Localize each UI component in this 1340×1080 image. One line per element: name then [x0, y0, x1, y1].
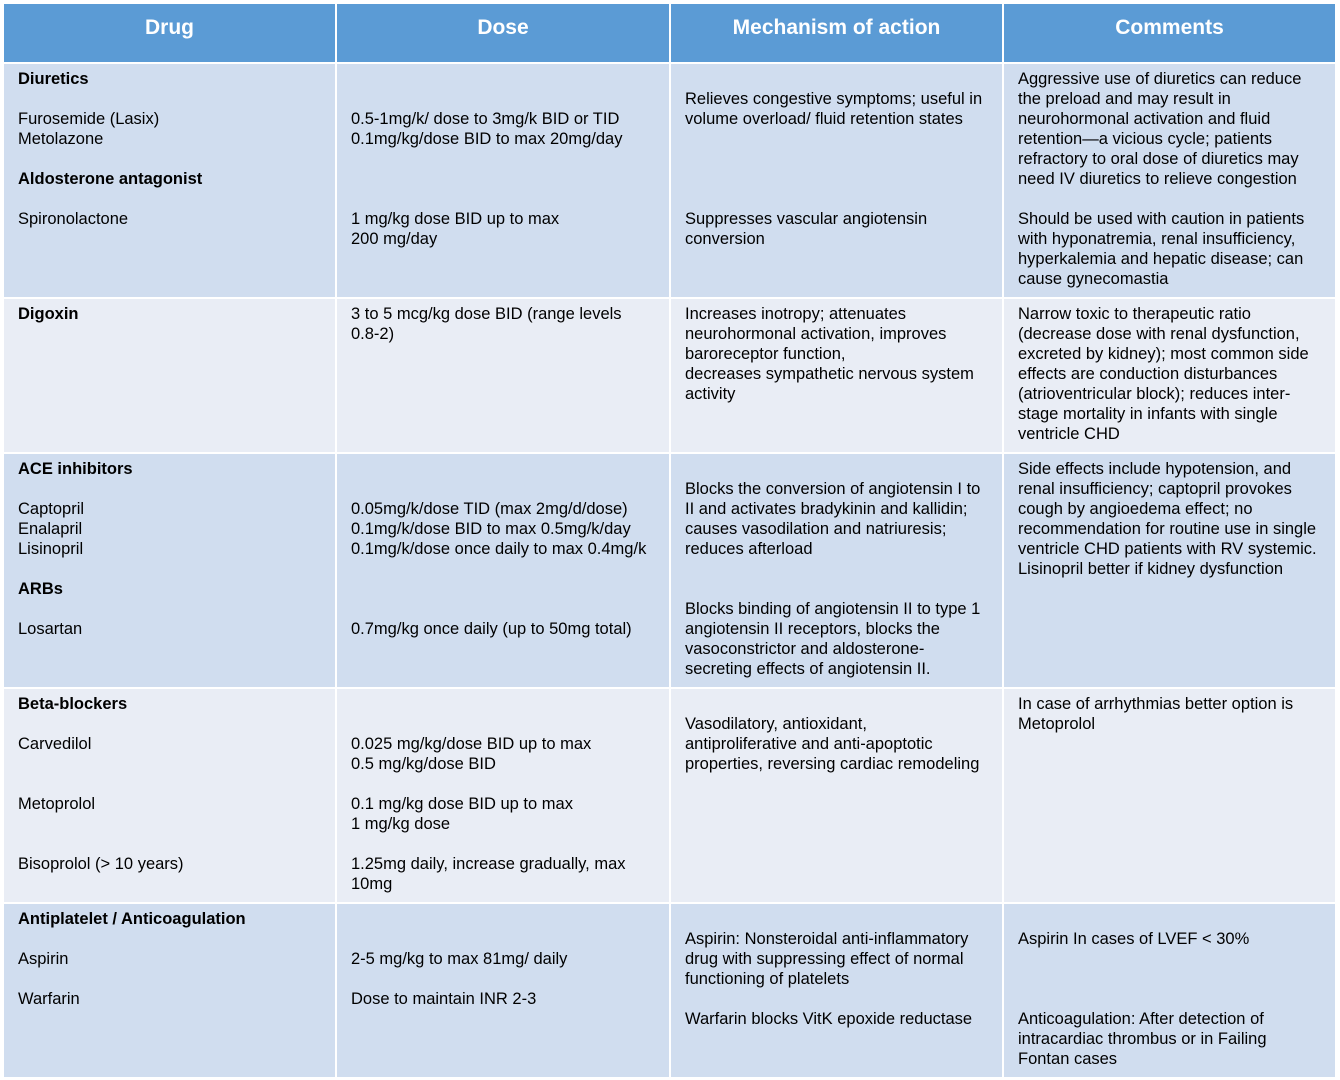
text-line	[18, 714, 323, 734]
text-line: Aspirin In cases of LVEF < 30%	[1018, 930, 1250, 948]
text-line	[351, 149, 657, 169]
text-line: Metoprolol	[1018, 715, 1096, 733]
text-line	[1018, 989, 1323, 1009]
text-line: Anticoagulation: After detection of	[1018, 1010, 1264, 1028]
text-line	[18, 929, 323, 949]
text-line	[685, 909, 990, 929]
cell-dose	[336, 903, 670, 1078]
dose-text	[337, 689, 669, 894]
text-line: Diuretics	[18, 70, 89, 88]
dose-text	[337, 454, 669, 639]
text-line: Lisinopril better if kidney dysfunction	[1018, 560, 1284, 578]
dose-text	[337, 299, 669, 344]
comments-text	[1004, 904, 1335, 1069]
text-line: Metoprolol	[18, 795, 96, 813]
text-line: neurohormonal activation and fluid	[1018, 110, 1271, 128]
text-line	[685, 459, 990, 479]
header-comments: Comments	[1003, 3, 1336, 63]
text-line: 0.05mg/k/dose TID (max 2mg/d/dose)	[351, 500, 628, 518]
cell-comments	[1003, 298, 1336, 453]
text-line: effects are conduction disturbances	[1018, 365, 1278, 383]
text-line	[685, 559, 990, 579]
text-line: Digoxin	[18, 305, 79, 323]
cell-mechanism	[670, 63, 1003, 298]
text-line: Bisoprolol (> 10 years)	[18, 855, 184, 873]
text-line	[18, 89, 323, 109]
table-row	[3, 453, 1336, 688]
text-line	[351, 929, 657, 949]
text-line: drug with suppressing effect of normal	[685, 950, 964, 968]
header-mechanism: Mechanism of action	[670, 3, 1003, 63]
text-line: Furosemide (Lasix)	[18, 110, 160, 128]
text-line	[685, 189, 990, 209]
text-line: 0.5-1mg/k/ dose to 3mg/k BID or TID	[351, 110, 620, 128]
text-line: Metolazone	[18, 130, 104, 148]
text-line: 0.8-2)	[351, 325, 395, 343]
cell-drug	[3, 903, 336, 1078]
text-line: stage mortality in infants with single	[1018, 405, 1278, 423]
text-line	[351, 169, 657, 189]
table-row	[3, 298, 1336, 453]
text-line: Suppresses vascular angiotensin	[685, 210, 928, 228]
text-line: Enalapril	[18, 520, 83, 538]
text-line: conversion	[685, 230, 765, 248]
text-line: renal insufficiency; captopril provokes	[1018, 480, 1292, 498]
text-line: II and activates bradykinin and kallidin;	[685, 500, 968, 518]
text-line	[1018, 189, 1323, 209]
text-line: ARBs	[18, 580, 63, 598]
text-line: 1.25mg daily, increase gradually, max	[351, 855, 626, 873]
text-line: 0.1mg/k/dose BID to max 0.5mg/k/day	[351, 520, 631, 538]
cell-comments	[1003, 903, 1336, 1078]
text-line: In case of arrhythmias better option is	[1018, 695, 1294, 713]
text-line: volume overload/ fluid retention states	[685, 110, 963, 128]
drug-text	[4, 64, 335, 229]
mechanism-text	[671, 904, 1002, 1029]
cell-mechanism	[670, 688, 1003, 903]
text-line	[351, 969, 657, 989]
text-line: neurohormonal activation, improves	[685, 325, 947, 343]
text-line: 10mg	[351, 875, 393, 893]
text-line: 0.1 mg/kg dose BID up to max	[351, 795, 573, 813]
text-line	[351, 559, 657, 579]
drug-table	[2, 2, 1337, 1079]
cell-dose	[336, 63, 670, 298]
cell-dose	[336, 688, 670, 903]
text-line: ventricle CHD	[1018, 425, 1120, 443]
cell-comments	[1003, 688, 1336, 903]
text-line: Narrow toxic to therapeutic ratio	[1018, 305, 1251, 323]
text-line: ventricle CHD patients with RV systemic.	[1018, 540, 1317, 558]
text-line	[351, 69, 657, 89]
text-line	[1018, 969, 1323, 989]
text-line: need IV diuretics to relieve congestion	[1018, 170, 1297, 188]
cell-mechanism	[670, 903, 1003, 1078]
header-drug: Drug	[3, 3, 336, 63]
cell-mechanism	[670, 453, 1003, 688]
text-line: Side effects include hypotension, and	[1018, 460, 1292, 478]
text-line: 0.1mg/k/dose once daily to max 0.4mg/k	[351, 540, 647, 558]
text-line: (decrease dose with renal dysfunction,	[1018, 325, 1300, 343]
mechanism-text	[671, 64, 1002, 249]
comments-text	[1004, 299, 1335, 444]
cell-drug	[3, 63, 336, 298]
text-line: decreases sympathetic nervous system	[685, 365, 974, 383]
text-line	[18, 814, 323, 834]
text-line: Spironolactone	[18, 210, 129, 228]
text-line	[351, 479, 657, 499]
text-line: Aldosterone antagonist	[18, 170, 203, 188]
text-line: Warfarin	[18, 990, 80, 1008]
text-line: vasoconstrictor and aldosterone-	[685, 640, 925, 658]
text-line	[18, 969, 323, 989]
table-body	[3, 63, 1336, 1078]
text-line: Should be used with caution in patients	[1018, 210, 1305, 228]
text-line: causes vasodilation and natriuresis;	[685, 520, 947, 538]
cell-drug	[3, 453, 336, 688]
text-line	[18, 479, 323, 499]
text-line: 0.5 mg/kg/dose BID	[351, 755, 496, 773]
text-line: 0.7mg/kg once daily (up to 50mg total)	[351, 620, 632, 638]
text-line	[351, 459, 657, 479]
text-line: ACE inhibitors	[18, 460, 133, 478]
text-line: Fontan cases	[1018, 1050, 1118, 1068]
cell-dose	[336, 298, 670, 453]
drug-text	[4, 299, 335, 324]
header-dose: Dose	[336, 3, 670, 63]
comments-text	[1004, 454, 1335, 579]
drug-text	[4, 689, 335, 874]
text-line	[351, 909, 657, 929]
text-line: hyperkalemia and hepatic disease; can	[1018, 250, 1304, 268]
text-line: Captopril	[18, 500, 85, 518]
header-row	[3, 3, 1336, 63]
text-line: Carvedilol	[18, 735, 92, 753]
text-line: cough by angioedema effect; no	[1018, 500, 1253, 518]
text-line	[351, 774, 657, 794]
text-line	[18, 774, 323, 794]
text-line	[351, 714, 657, 734]
text-line: retention—a vicious cycle; patients	[1018, 130, 1273, 148]
mechanism-text	[671, 299, 1002, 404]
cell-drug	[3, 298, 336, 453]
text-line: recommendation for routine use in single	[1018, 520, 1317, 538]
text-line: reduces afterload	[685, 540, 813, 558]
text-line: secreting effects of angiotensin II.	[685, 660, 931, 678]
text-line: cause gynecomastia	[1018, 270, 1169, 288]
drug-text	[4, 454, 335, 639]
dose-text	[337, 64, 669, 249]
text-line: 1 mg/kg dose BID up to max	[351, 210, 560, 228]
text-line: Lisinopril	[18, 540, 84, 558]
text-line: with hyponatremia, renal insufficiency,	[1018, 230, 1296, 248]
cell-comments	[1003, 453, 1336, 688]
text-line: 1 mg/kg dose	[351, 815, 451, 833]
text-line	[351, 579, 657, 599]
text-line: Aggressive use of diuretics can reduce	[1018, 70, 1302, 88]
text-line	[18, 754, 323, 774]
cell-comments	[1003, 63, 1336, 298]
text-line: functioning of platelets	[685, 970, 850, 988]
text-line	[18, 559, 323, 579]
text-line	[18, 599, 323, 619]
text-line: the preload and may result in	[1018, 90, 1231, 108]
table-row	[3, 63, 1336, 298]
text-line	[351, 694, 657, 714]
mechanism-text	[671, 689, 1002, 774]
text-line	[18, 189, 323, 209]
text-line	[351, 599, 657, 619]
mechanism-text	[671, 454, 1002, 679]
text-line	[351, 89, 657, 109]
drug-text	[4, 904, 335, 1009]
text-line	[351, 189, 657, 209]
text-line: Blocks binding of angiotensin II to type 1	[685, 600, 981, 618]
comments-text	[1004, 689, 1335, 734]
text-line	[18, 149, 323, 169]
text-line	[351, 834, 657, 854]
table-row	[3, 688, 1336, 903]
text-line	[1018, 909, 1323, 929]
text-line: 200 mg/day	[351, 230, 438, 248]
text-line: (atrioventricular block); reduces inter-	[1018, 385, 1291, 403]
text-line	[1018, 949, 1323, 969]
text-line: Losartan	[18, 620, 83, 638]
table-row	[3, 903, 1336, 1078]
text-line	[685, 579, 990, 599]
text-line: Antiplatelet / Anticoagulation	[18, 910, 246, 928]
text-line: intracardiac thrombus or in Failing	[1018, 1030, 1267, 1048]
text-line: activity	[685, 385, 736, 403]
text-line: refractory to oral dose of diuretics may	[1018, 150, 1299, 168]
text-line: baroreceptor function,	[685, 345, 846, 363]
text-line: Aspirin	[18, 950, 69, 968]
comments-text	[1004, 64, 1335, 289]
text-line: Vasodilatory, antioxidant,	[685, 715, 867, 733]
text-line: angiotensin II receptors, blocks the	[685, 620, 940, 638]
text-line	[685, 169, 990, 189]
text-line: 2-5 mg/kg to max 81mg/ daily	[351, 950, 568, 968]
text-line: Relieves congestive symptoms; useful in	[685, 90, 983, 108]
text-line	[18, 834, 323, 854]
cell-drug	[3, 688, 336, 903]
text-line: antiproliferative and anti-apoptotic	[685, 735, 933, 753]
text-line	[685, 694, 990, 714]
text-line: Increases inotropy; attenuates	[685, 305, 907, 323]
text-line	[685, 149, 990, 169]
text-line: properties, reversing cardiac remodeling	[685, 755, 980, 773]
text-line: Beta-blockers	[18, 695, 128, 713]
text-line	[685, 129, 990, 149]
text-line	[685, 69, 990, 89]
text-line: Dose to maintain INR 2-3	[351, 990, 537, 1008]
text-line: 0.025 mg/kg/dose BID up to max	[351, 735, 592, 753]
dose-text	[337, 904, 669, 1009]
cell-mechanism	[670, 298, 1003, 453]
text-line: Warfarin blocks VitK epoxide reductase	[685, 1010, 973, 1028]
text-line: Aspirin: Nonsteroidal anti-inflammatory	[685, 930, 969, 948]
cell-dose	[336, 453, 670, 688]
text-line	[685, 989, 990, 1009]
text-line: 3 to 5 mcg/kg dose BID (range levels	[351, 305, 622, 323]
text-line: excreted by kidney); most common side	[1018, 345, 1309, 363]
text-line: Blocks the conversion of angiotensin I to	[685, 480, 981, 498]
text-line: 0.1mg/kg/dose BID to max 20mg/day	[351, 130, 623, 148]
